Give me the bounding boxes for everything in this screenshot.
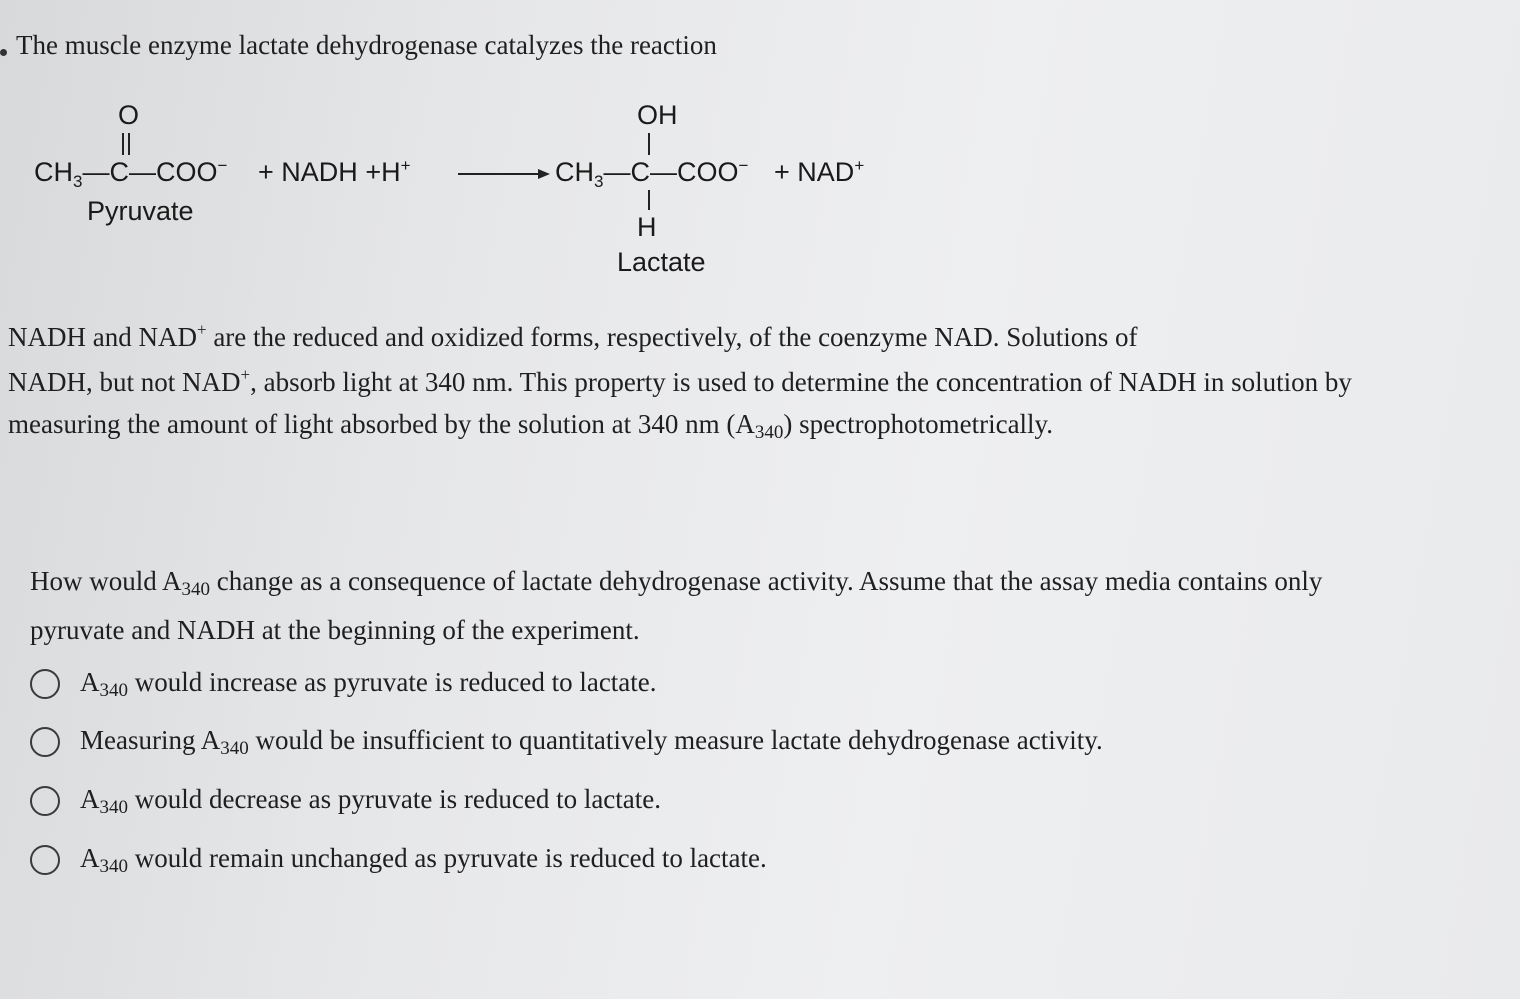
lactate-label: Lactate bbox=[617, 247, 706, 277]
lactate-hydroxyl: OH bbox=[637, 100, 678, 130]
nadh-label: NADH bbox=[281, 157, 358, 187]
bond-dash: — bbox=[603, 157, 631, 187]
answer-option-decrease[interactable] bbox=[30, 779, 661, 823]
superscript: + bbox=[240, 365, 251, 384]
question-line-2: pyruvate and NADH at the beginning of the experiment. bbox=[30, 615, 640, 645]
pyruvate-structure bbox=[34, 156, 227, 192]
text-span: How would A bbox=[30, 566, 182, 596]
plus-sign: + bbox=[365, 157, 382, 187]
text-span: would be insufficient to quantitatively measure lactate dehydrogenase activity. bbox=[248, 724, 1103, 755]
nad-charge: + bbox=[854, 156, 865, 175]
radio-circle-icon[interactable] bbox=[30, 727, 60, 757]
reaction-arrow-icon bbox=[456, 166, 552, 182]
single-bond-up bbox=[648, 133, 650, 155]
nad-label: NAD bbox=[797, 157, 855, 187]
plus-sign: + bbox=[774, 157, 790, 187]
text-span: change as a consequence of lactate dehydrogenase activity. Assume that the assay media contains only bbox=[210, 566, 1323, 596]
lactate-ch3-subscript: 3 bbox=[594, 172, 604, 191]
paragraph-line-3 bbox=[8, 409, 1053, 444]
pyruvate-carbon: C bbox=[109, 157, 129, 187]
left-cofactors bbox=[258, 156, 411, 188]
text-span: would decrease as pyruvate is reduced to lactate. bbox=[128, 783, 662, 814]
right-cofactors bbox=[774, 156, 864, 188]
text-span: measuring the amount of light absorbed by the solution at 340 nm (A bbox=[8, 409, 755, 439]
pyruvate-charge: − bbox=[217, 156, 228, 175]
text-span: would remain unchanged as pyruvate is reduced to lactate. bbox=[128, 842, 767, 873]
answer-option-insufficient[interactable] bbox=[30, 720, 1103, 764]
text-span: ) spectrophotometrically. bbox=[783, 409, 1054, 439]
pyruvate-label: Pyruvate bbox=[87, 196, 194, 226]
lactate-charge: − bbox=[738, 156, 749, 175]
subscript: 340 bbox=[99, 855, 128, 877]
text-span: A bbox=[80, 666, 100, 697]
radio-circle-icon[interactable] bbox=[30, 786, 60, 816]
radio-circle-icon[interactable] bbox=[30, 669, 60, 699]
text-span: NADH and NAD bbox=[8, 322, 197, 352]
bullet-marker bbox=[0, 49, 7, 56]
pyruvate-coo: COO bbox=[155, 157, 218, 187]
text-span: A bbox=[80, 842, 100, 873]
answer-option-unchanged[interactable] bbox=[30, 838, 767, 882]
option-label bbox=[80, 667, 657, 702]
subscript: 340 bbox=[220, 737, 249, 759]
option-label bbox=[80, 784, 661, 819]
radio-circle-icon[interactable] bbox=[30, 845, 60, 875]
superscript: + bbox=[196, 320, 207, 339]
pyruvate-carbonyl-oxygen: O bbox=[118, 100, 140, 130]
subscript: 340 bbox=[99, 679, 128, 701]
plus-sign: + bbox=[258, 157, 274, 187]
option-label bbox=[80, 843, 767, 878]
single-bond-down bbox=[648, 190, 650, 210]
proton-label: H bbox=[381, 157, 401, 187]
lactate-hydrogen: H bbox=[637, 212, 657, 242]
bond-dash: — bbox=[649, 157, 677, 187]
question-line-1 bbox=[30, 566, 1322, 601]
lactate-ch3: CH bbox=[555, 157, 594, 187]
pyruvate-ch3-subscript: 3 bbox=[73, 172, 83, 191]
double-bond-line-1 bbox=[122, 133, 124, 155]
pyruvate-ch3: CH bbox=[34, 157, 73, 187]
bond-dash: — bbox=[82, 157, 110, 187]
question-intro: The muscle enzyme lactate dehydrogenase catalyzes the reaction bbox=[16, 30, 717, 60]
subscript: 340 bbox=[99, 796, 128, 818]
text-span: Measuring A bbox=[80, 724, 221, 755]
text-span: would increase as pyruvate is reduced to lactate. bbox=[128, 666, 657, 697]
text-span: NADH, but not NAD bbox=[8, 367, 241, 397]
text-span: are the reduced and oxidized forms, respectively, of the coenzyme NAD. Solutions of bbox=[206, 322, 1138, 352]
option-label bbox=[80, 725, 1103, 760]
double-bond-line-2 bbox=[128, 133, 130, 155]
lactate-coo: COO bbox=[676, 157, 739, 187]
subscript: 340 bbox=[181, 579, 211, 600]
answer-option-increase[interactable] bbox=[30, 662, 657, 706]
paragraph-line-2 bbox=[8, 365, 1352, 398]
lactate-structure bbox=[555, 156, 748, 192]
lactate-carbon: C bbox=[630, 157, 650, 187]
bond-dash: — bbox=[128, 157, 156, 187]
proton-charge: + bbox=[400, 156, 411, 175]
text-span: , absorb light at 340 nm. This property is used to determine the concentration of NADH in solution by bbox=[250, 367, 1352, 397]
subscript: 340 bbox=[754, 422, 784, 443]
paragraph-line-1 bbox=[8, 320, 1138, 353]
text-span: A bbox=[80, 783, 100, 814]
